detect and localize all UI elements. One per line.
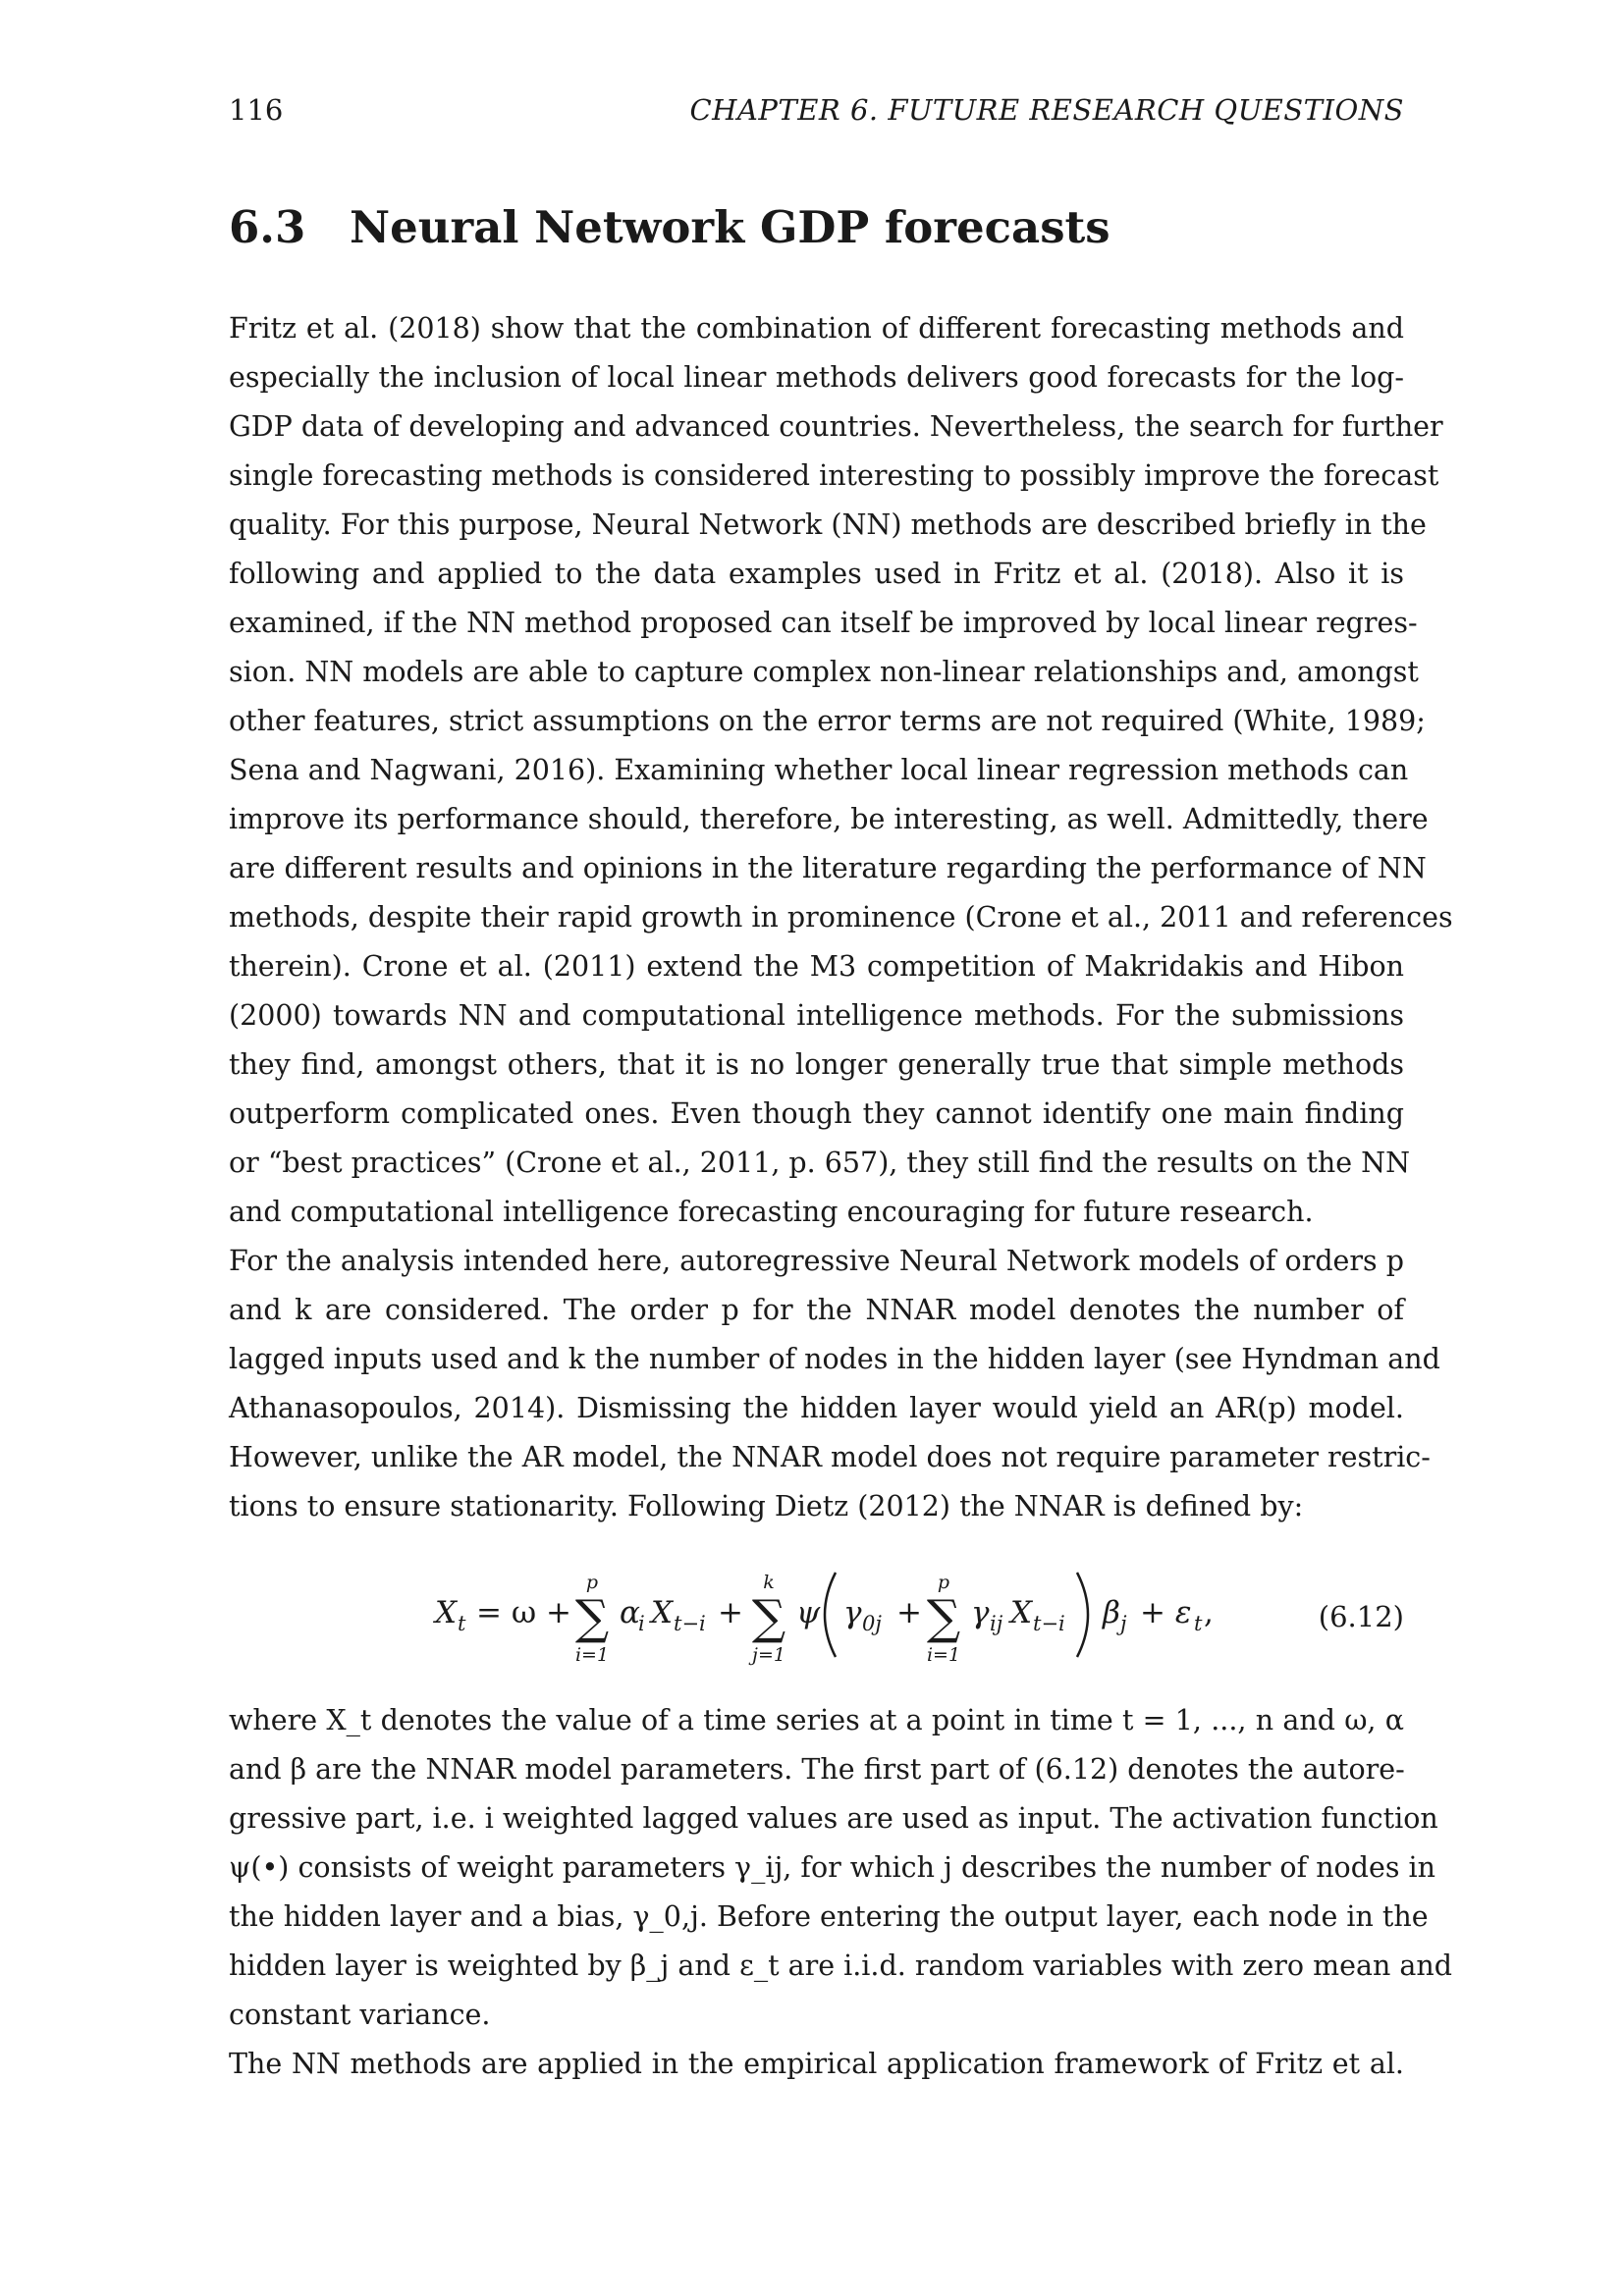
paragraph-application [229,2040,1404,2089]
text-line: where X_t denotes the value of a time series at a point in time t = 1, ..., n and ω, α [229,1704,1404,1736]
eq-sum3-top: p [937,1572,950,1593]
eq-sum1-top: p [585,1572,599,1593]
text-line: lagged inputs used and k the number of nodes in the hidden layer (see Hyndman and [229,1343,1440,1375]
text-line: especially the inclusion of local linear methods delivers good forecasts for the log- [229,361,1404,394]
equation-formula [229,1561,1404,1679]
text-line: For the analysis intended here, autoregressive Neural Network models of orders p [229,1245,1404,1277]
text-line: sion. NN models are able to capture complex non-linear relationships and, amongst [229,656,1419,688]
eq-gamma0: γ [843,1595,862,1630]
section-title: Neural Network GDP forecasts [350,201,1110,253]
paragraph-nnar-definition [229,1237,1440,1531]
eq-sum2-bottom: j=1 [752,1644,785,1666]
text-line: following and applied to the data examples used in Fritz et al. (2018). Also it is [229,558,1404,590]
text-line: However, unlike the AR model, the NNAR model does not require parameter restric- [229,1441,1431,1473]
text-line: The NN methods are applied in the empirical application framework of Fritz et al. [229,2048,1404,2080]
section-number: 6.3 [229,201,306,253]
text-line: other features, strict assumptions on the error terms are not required (White, 1989; [229,705,1426,737]
equation-number: (6.12) [1318,1600,1404,1633]
eq-alpha-sub: i [638,1612,645,1635]
eq-plus2: + [896,1595,922,1630]
text-line: Fritz et al. (2018) show that the combination of different forecasting methods and [229,312,1404,345]
eq-sum1-bottom: i=1 [574,1644,610,1666]
page-number: 116 [229,93,284,127]
running-header [229,93,1404,133]
running-title: CHAPTER 6. FUTURE RESEARCH QUESTIONS [689,93,1404,127]
eq-sum3-symbol: ∑ [926,1590,961,1645]
eq-x2: X [1010,1595,1033,1630]
eq-x2-sub: t−i [1033,1612,1065,1635]
text-line: therein). Crone et al. (2011) extend the M3 competition of Makridakis and Hibon [229,950,1404,983]
eq-plus-eps: + ε [1140,1595,1192,1630]
text-line: ψ(•) consists of weight parameters γ_ij, for which j describes the number of nodes in [229,1851,1435,1884]
eq-eps-sub: t [1194,1612,1203,1635]
text-line: gressive part, i.e. i weighted lagged values are used as input. The activation function [229,1802,1438,1835]
eq-alpha: α [620,1595,640,1630]
eq-beta-sub: j [1120,1612,1127,1635]
section-heading [229,201,1110,253]
eq-psi: ψ [796,1595,821,1630]
text-line: outperform complicated ones. Even though they cannot identify one main finding [229,1097,1404,1130]
eq-right-paren [1077,1573,1088,1657]
eq-sum1-symbol: ∑ [574,1590,610,1645]
text-line: methods, despite their rapid growth in prominence (Crone et al., 2011 and references [229,901,1453,934]
text-line: examined, if the NN method proposed can itself be improved by local linear regres- [229,607,1418,639]
text-line: or “best practices” (Crone et al., 2011, p. 657), they still find the results on the NN [229,1147,1411,1179]
eq-sum3-bottom: i=1 [926,1644,961,1666]
text-line: constant variance. [229,1999,491,2031]
eq-gamma0-sub: 0j [862,1612,882,1635]
equation-6-12 [229,1561,1404,1679]
text-line: and computational intelligence forecasting encouraging for future research. [229,1196,1314,1228]
eq-left-paren [825,1573,836,1657]
text-line: Sena and Nagwani, 2016). Examining whether local linear regression methods can [229,754,1409,786]
eq-lhs-sub: t [458,1612,466,1635]
paragraph-intro [229,304,1453,1237]
text-line: they find, amongst others, that it is no longer generally true that simple methods [229,1048,1404,1081]
eq-omega: = ω + [476,1595,571,1630]
eq-beta: β [1103,1595,1120,1630]
eq-sum2-symbol: ∑ [751,1590,786,1645]
eq-x1: X [651,1595,674,1630]
eq-gamma-ij-sub: ij [990,1612,1003,1635]
eq-lhs: X [435,1595,458,1630]
text-line: and k are considered. The order p for the NNAR model denotes the number of [229,1294,1404,1326]
text-line: Athanasopoulos, 2014). Dismissing the hidden layer would yield an AR(p) model. [229,1392,1404,1424]
eq-sum2-top: k [763,1572,775,1593]
eq-comma: , [1204,1595,1214,1630]
text-line: hidden layer is weighted by β_j and ε_t are i.i.d. random variables with zero mean and [229,1949,1453,1982]
text-line: improve its performance should, therefore, be interesting, as well. Admittedly, there [229,803,1429,835]
text-line: and β are the NNAR model parameters. The first part of (6.12) denotes the autore- [229,1753,1405,1786]
text-line: quality. For this purpose, Neural Network (NN) methods are described briefly in the [229,508,1427,541]
eq-gamma-ij: γ [971,1595,990,1630]
eq-plus1: + [718,1595,743,1630]
text-line: GDP data of developing and advanced countries. Nevertheless, the search for further [229,410,1443,443]
text-line: single forecasting methods is considered interesting to possibly improve the forecast [229,459,1439,492]
text-line: tions to ensure stationarity. Following Dietz (2012) the NNAR is defined by: [229,1490,1304,1522]
text-line: are different results and opinions in the literature regarding the performance of NN [229,852,1427,884]
text-line: (2000) towards NN and computational intelligence methods. For the submissions [229,999,1404,1032]
text-line: the hidden layer and a bias, γ_0,j. Before entering the output layer, each node in the [229,1900,1429,1933]
eq-x1-sub: t−i [674,1612,706,1635]
paragraph-parameters [229,1696,1453,2040]
